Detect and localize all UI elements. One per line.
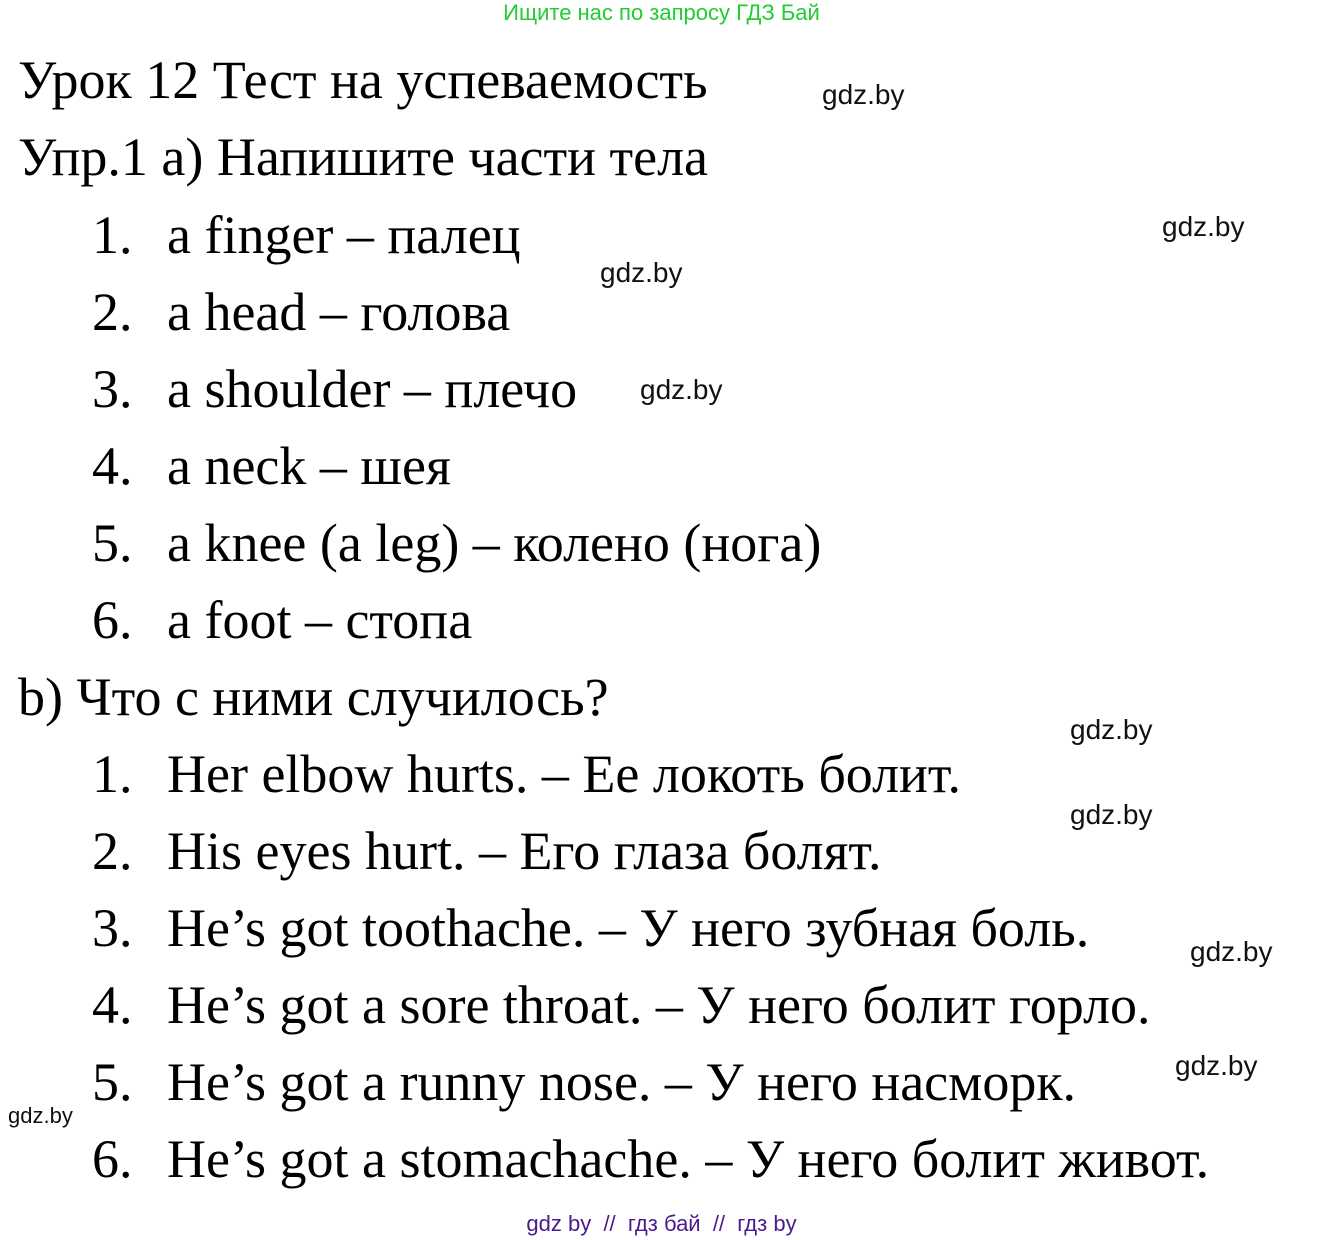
item-number: 2. <box>92 821 133 881</box>
watermark: gdz.by <box>640 374 723 405</box>
footer: gdz by // гдз бай // гдз by <box>526 1211 797 1236</box>
item-text: a shoulder – плечо <box>167 359 578 419</box>
item-number: 1. <box>92 744 133 804</box>
watermark: gdz.by <box>1175 1050 1258 1081</box>
item-number: 1. <box>92 205 133 265</box>
exercise-b-heading: b) Что с ними случилось? <box>18 667 609 727</box>
watermark: gdz.by <box>600 257 683 288</box>
item-text: His eyes hurt. – Его глаза болят. <box>167 821 882 881</box>
watermark: gdz.by <box>1070 799 1153 830</box>
search-banner: Ищите нас по запросу ГДЗ Бай <box>503 0 820 25</box>
item-text: a finger – палец <box>167 205 521 265</box>
item-number: 3. <box>92 359 133 419</box>
item-number: 4. <box>92 975 133 1035</box>
item-text: a head – голова <box>167 282 511 342</box>
item-text: He’s got toothache. – У него зубная боль. <box>167 898 1090 958</box>
watermark: gdz.by <box>1190 936 1273 967</box>
item-number: 3. <box>92 898 133 958</box>
item-text: He’s got a runny nose. – У него насморк. <box>167 1052 1077 1112</box>
watermark: gdz.by <box>822 79 905 110</box>
item-text: a neck – шея <box>167 436 451 496</box>
page-title: Урок 12 Тест на успеваемость <box>18 50 708 110</box>
item-text: a foot – стопа <box>167 590 473 650</box>
item-number: 2. <box>92 282 133 342</box>
item-number: 6. <box>92 1129 133 1189</box>
watermark: gdz.by <box>1162 211 1245 242</box>
item-number: 6. <box>92 590 133 650</box>
item-text: Her elbow hurts. – Ее локоть болит. <box>167 744 961 804</box>
item-text: a knee (a leg) – колено (нога) <box>167 513 822 573</box>
exercise-a-heading: Упр.1 а) Напишите части тела <box>18 127 709 187</box>
item-text: He’s got a sore throat. – У него болит горло. <box>167 975 1151 1035</box>
item-number: 5. <box>92 513 133 573</box>
watermark: gdz.by <box>1070 714 1153 745</box>
item-number: 5. <box>92 1052 133 1112</box>
item-number: 4. <box>92 436 133 496</box>
watermark: gdz.by <box>8 1103 73 1128</box>
item-text: He’s got a stomachache. – У него болит живот. <box>167 1129 1210 1189</box>
